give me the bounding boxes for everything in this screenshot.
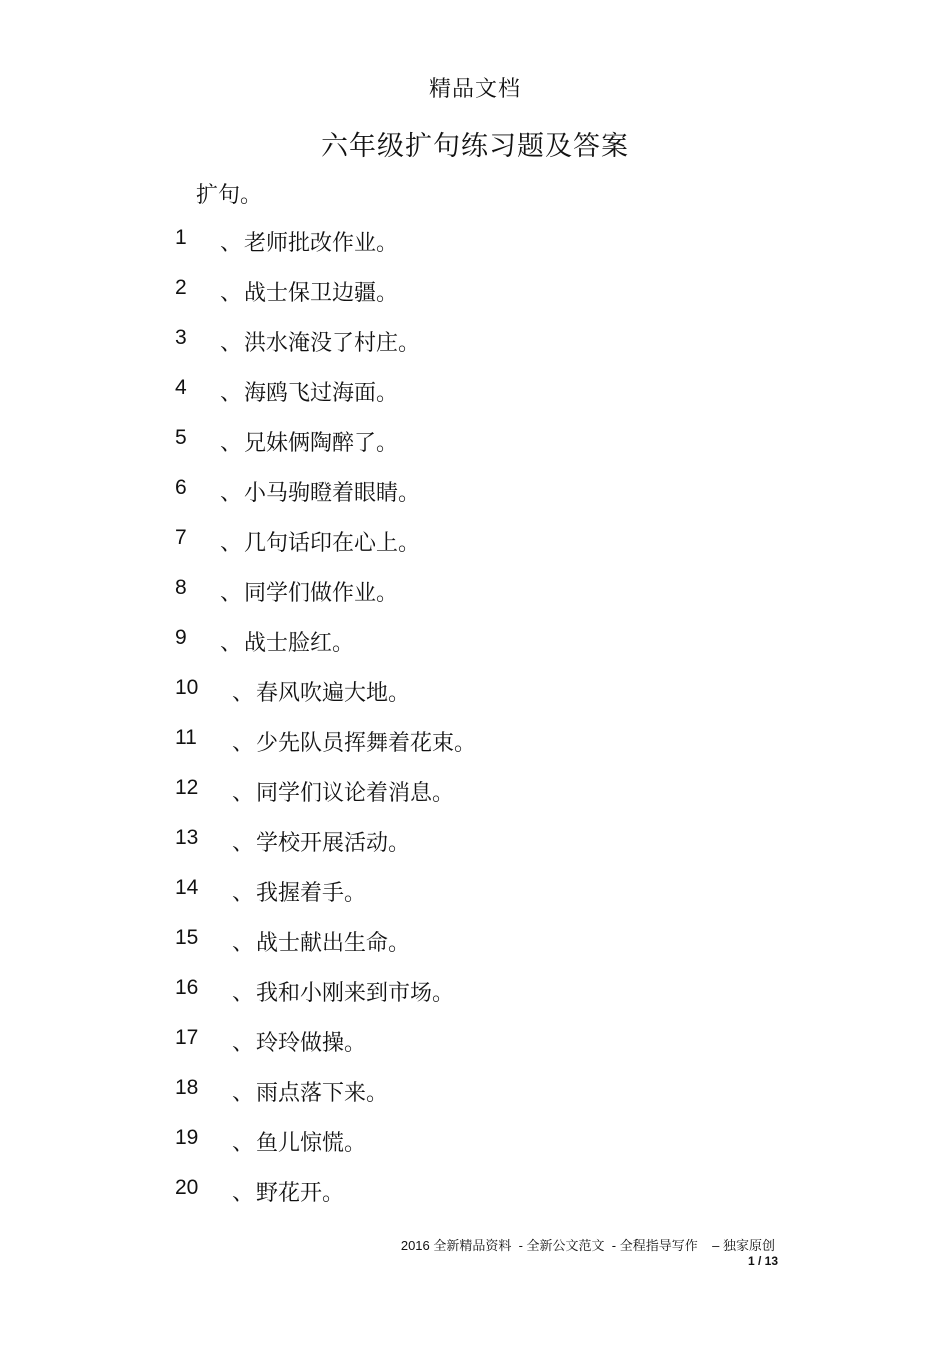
exercise-number: 9 bbox=[175, 626, 187, 649]
exercise-item bbox=[0, 1126, 950, 1176]
section-intro: 扩句。 bbox=[196, 183, 263, 208]
exercise-separator: 、 bbox=[232, 731, 255, 756]
exercise-number: 20 bbox=[175, 1176, 199, 1199]
exercise-sentence: 同学们议论着消息。 bbox=[256, 781, 455, 806]
exercise-number: 1 bbox=[175, 226, 187, 249]
exercise-sentence: 洪水淹没了村庄。 bbox=[244, 331, 421, 356]
exercise-sentence: 兄妹俩陶醉了。 bbox=[244, 431, 399, 456]
exercise-sentence: 战士脸红。 bbox=[244, 631, 355, 656]
exercise-item bbox=[0, 876, 950, 926]
exercise-number: 2 bbox=[175, 276, 187, 299]
exercise-number: 5 bbox=[175, 426, 187, 449]
exercise-sentence: 战士献出生命。 bbox=[256, 931, 411, 956]
exercise-item bbox=[0, 776, 950, 826]
exercise-number: 6 bbox=[175, 476, 187, 499]
exercise-sentence: 小马驹瞪着眼睛。 bbox=[244, 481, 421, 506]
exercise-item bbox=[0, 676, 950, 726]
exercise-number: 10 bbox=[175, 676, 199, 699]
exercise-number: 19 bbox=[175, 1126, 199, 1149]
exercise-sentence: 战士保卫边疆。 bbox=[244, 281, 399, 306]
exercise-separator: 、 bbox=[220, 331, 243, 356]
exercise-number: 7 bbox=[175, 526, 187, 549]
exercise-separator: 、 bbox=[232, 931, 255, 956]
exercise-separator: 、 bbox=[232, 781, 255, 806]
exercise-sentence: 少先队员挥舞着花束。 bbox=[256, 731, 477, 756]
document-title: 六年级扩句练习题及答案 bbox=[321, 131, 629, 162]
exercise-sentence: 我握着手。 bbox=[256, 881, 367, 906]
exercise-item bbox=[0, 526, 950, 576]
exercise-sentence: 海鸥飞过海面。 bbox=[244, 381, 399, 406]
exercise-item bbox=[0, 476, 950, 526]
exercise-item bbox=[0, 426, 950, 476]
page-number: 1 / 13 bbox=[747, 1254, 778, 1268]
exercise-sentence: 春风吹遍大地。 bbox=[256, 681, 411, 706]
exercise-number: 18 bbox=[175, 1076, 199, 1099]
exercise-separator: 、 bbox=[232, 831, 255, 856]
exercise-number: 16 bbox=[175, 976, 199, 999]
page-header: 精品文档 bbox=[428, 77, 521, 102]
exercise-number: 14 bbox=[175, 876, 199, 899]
exercise-item bbox=[0, 626, 950, 676]
exercise-number: 15 bbox=[175, 926, 199, 949]
exercise-separator: 、 bbox=[232, 1081, 255, 1106]
exercise-number: 17 bbox=[175, 1026, 199, 1049]
page-footer: 2016 全新精品资料 - 全新公文范文 - 全程指导写作 – 独家原创 bbox=[400, 1238, 775, 1253]
exercise-item bbox=[0, 226, 950, 276]
exercise-item bbox=[0, 1076, 950, 1126]
exercise-item bbox=[0, 826, 950, 876]
exercise-separator: 、 bbox=[220, 481, 243, 506]
exercise-separator: 、 bbox=[220, 531, 243, 556]
exercise-number: 12 bbox=[175, 776, 199, 799]
exercise-separator: 、 bbox=[232, 981, 255, 1006]
exercise-separator: 、 bbox=[220, 431, 243, 456]
exercise-sentence: 玲玲做操。 bbox=[256, 1031, 367, 1056]
exercise-sentence: 我和小刚来到市场。 bbox=[256, 981, 455, 1006]
exercise-item bbox=[0, 926, 950, 976]
exercise-item bbox=[0, 1026, 950, 1076]
exercise-sentence: 雨点落下来。 bbox=[256, 1081, 389, 1106]
exercise-sentence: 学校开展活动。 bbox=[256, 831, 411, 856]
exercise-separator: 、 bbox=[232, 1131, 255, 1156]
exercise-separator: 、 bbox=[232, 881, 255, 906]
exercise-number: 8 bbox=[175, 576, 187, 599]
exercise-separator: 、 bbox=[220, 581, 243, 606]
exercise-number: 13 bbox=[175, 826, 199, 849]
exercise-separator: 、 bbox=[220, 381, 243, 406]
exercise-separator: 、 bbox=[232, 681, 255, 706]
exercise-sentence: 老师批改作业。 bbox=[244, 231, 399, 256]
exercise-item bbox=[0, 376, 950, 426]
exercise-number: 4 bbox=[175, 376, 187, 399]
exercise-number: 11 bbox=[175, 726, 197, 749]
exercise-separator: 、 bbox=[232, 1031, 255, 1056]
exercise-sentence: 同学们做作业。 bbox=[244, 581, 399, 606]
exercise-separator: 、 bbox=[232, 1181, 255, 1206]
exercise-list bbox=[0, 226, 950, 1226]
exercise-sentence: 野花开。 bbox=[256, 1181, 345, 1206]
exercise-number: 3 bbox=[175, 326, 187, 349]
exercise-item bbox=[0, 276, 950, 326]
exercise-separator: 、 bbox=[220, 281, 243, 306]
exercise-item bbox=[0, 326, 950, 376]
exercise-sentence: 鱼儿惊慌。 bbox=[256, 1131, 367, 1156]
exercise-item bbox=[0, 1176, 950, 1226]
exercise-separator: 、 bbox=[220, 631, 243, 656]
exercise-item bbox=[0, 726, 950, 776]
exercise-item bbox=[0, 976, 950, 1026]
exercise-item bbox=[0, 576, 950, 626]
exercise-separator: 、 bbox=[220, 231, 243, 256]
exercise-sentence: 几句话印在心上。 bbox=[244, 531, 421, 556]
